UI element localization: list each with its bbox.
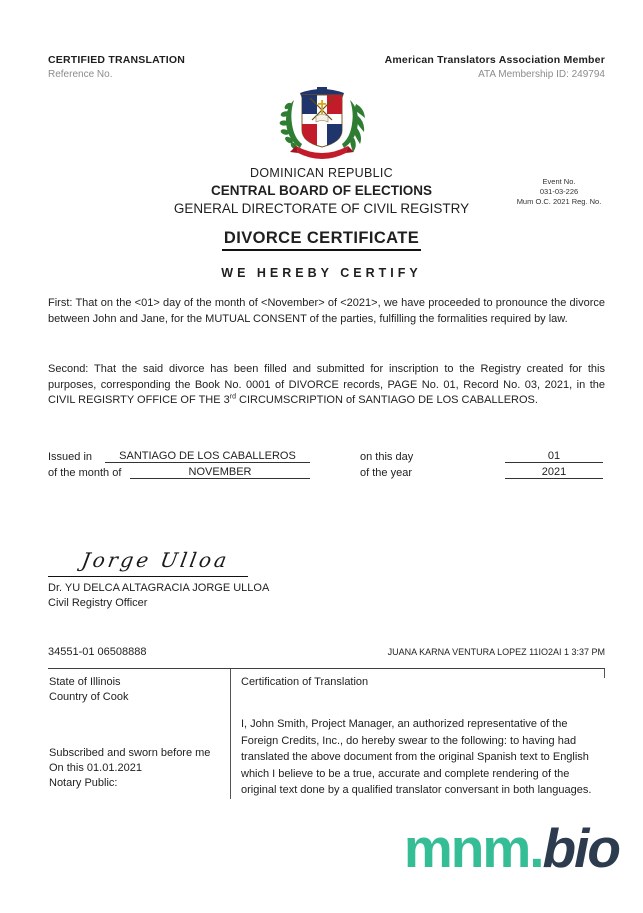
notary-column	[48, 669, 230, 799]
registry-number: 34551-01 06508888	[48, 646, 147, 658]
sworn-line-1: Subscribed and sworn before me	[49, 747, 211, 759]
notary-spacer	[49, 705, 222, 746]
month-value: NOVEMBER	[130, 466, 310, 479]
day-value: 01	[505, 450, 603, 463]
certified-translation-title: CERTIFIED TRANSLATION	[48, 54, 185, 66]
signature-line	[48, 576, 248, 577]
sworn-line-2: On this 01.01.2021	[49, 762, 142, 774]
ata-member-label: American Translators Association Member	[384, 54, 605, 66]
document-title: DIVORCE CERTIFICATE	[222, 229, 421, 251]
table-right-border-tick	[604, 669, 605, 678]
state-line: State of Illinois	[49, 676, 121, 688]
certify-heading: WE HEREBY CERTIFY	[221, 266, 422, 280]
notary-certification-table	[48, 668, 605, 799]
officer-title: Civil Registry Officer	[48, 597, 148, 609]
event-number-box	[493, 177, 625, 207]
day-label: on this day	[360, 451, 414, 463]
year-label: of the year	[360, 467, 412, 479]
directorate-name: GENERAL DIRECTORATE OF CIVIL REGISTRY	[173, 201, 470, 216]
ata-membership-id: ATA Membership ID: 249794	[478, 69, 605, 80]
ordinal-superscript: rd	[229, 393, 236, 401]
issued-in-value: SANTIAGO DE LOS CABALLEROS	[105, 450, 310, 463]
year-value: 2021	[505, 466, 603, 479]
officer-name: Dr. YU DELCA ALTAGRACIA JORGE ULLOA	[48, 582, 270, 594]
event-no-value: 031-03-226	[539, 187, 579, 196]
certification-column	[230, 669, 605, 799]
document-header	[48, 54, 605, 80]
month-label: of the month of	[48, 467, 122, 479]
logo-suffix-text: bio	[542, 817, 619, 879]
handwritten-signature: Jorge Ulloa	[79, 548, 232, 572]
second-clause-text: Second: That the said divorce has been filled and submitted for inscription to the Registry created for this purposes, corresponding the Book No. 0001 of DIVORCE records, PAGE No. 01, Record No. 03, 2021, in the CIVIL REGISRTY OFFICE OF THE 3	[48, 363, 605, 406]
first-clause-paragraph: First: That on the <01> day of the month of <November> of <2021>, we have proceeded to pronounce the divorce between John and Jane, for the MUTUAL CONSENT of the parties, fulfilling the formalities required by law.	[48, 297, 605, 325]
certification-spacer	[241, 690, 603, 716]
header-left	[48, 54, 185, 80]
logo-prefix-text: mnm.	[403, 817, 543, 879]
country-name: DOMINICAN REPUBLIC	[250, 166, 393, 180]
event-reg-line: Mum O.C. 2021 Reg. No.	[516, 197, 602, 206]
issuance-details	[48, 447, 605, 479]
second-clause-text-end: CIRCUMSCRIPTION of SANTIAGO DE LOS CABALLEROS.	[235, 394, 538, 406]
issued-in-label: Issued in	[48, 451, 93, 463]
signature-block	[48, 548, 348, 609]
registry-numbers-row	[48, 646, 605, 658]
header-right	[385, 54, 605, 80]
second-clause-paragraph	[48, 362, 605, 409]
mnm-bio-logo	[404, 816, 619, 880]
sworn-line-3: Notary Public:	[49, 777, 118, 789]
clerk-stamp-text: JUANA KARNA VENTURA LOPEZ 11IO2AI 1 3:37 PM	[387, 647, 605, 657]
certification-statement: I, John Smith, Project Manager, an authorized representative of the Foreign Credits, Inc., do hereby swear to the following: to having had translated the above document from the original Spanish text to English which I believe to be a true, accurate and complete rendering of the original text done by a qualified translator conversant in both languages.	[241, 718, 592, 796]
certification-title: Certification of Translation	[241, 676, 369, 688]
county-line: Country of Cook	[49, 691, 129, 703]
dominican-coat-of-arms-icon	[270, 86, 374, 162]
reference-number-label: Reference No.	[48, 69, 113, 80]
event-no-label: Event No.	[542, 177, 576, 186]
board-name: CENTRAL BOARD OF ELECTIONS	[210, 183, 432, 198]
